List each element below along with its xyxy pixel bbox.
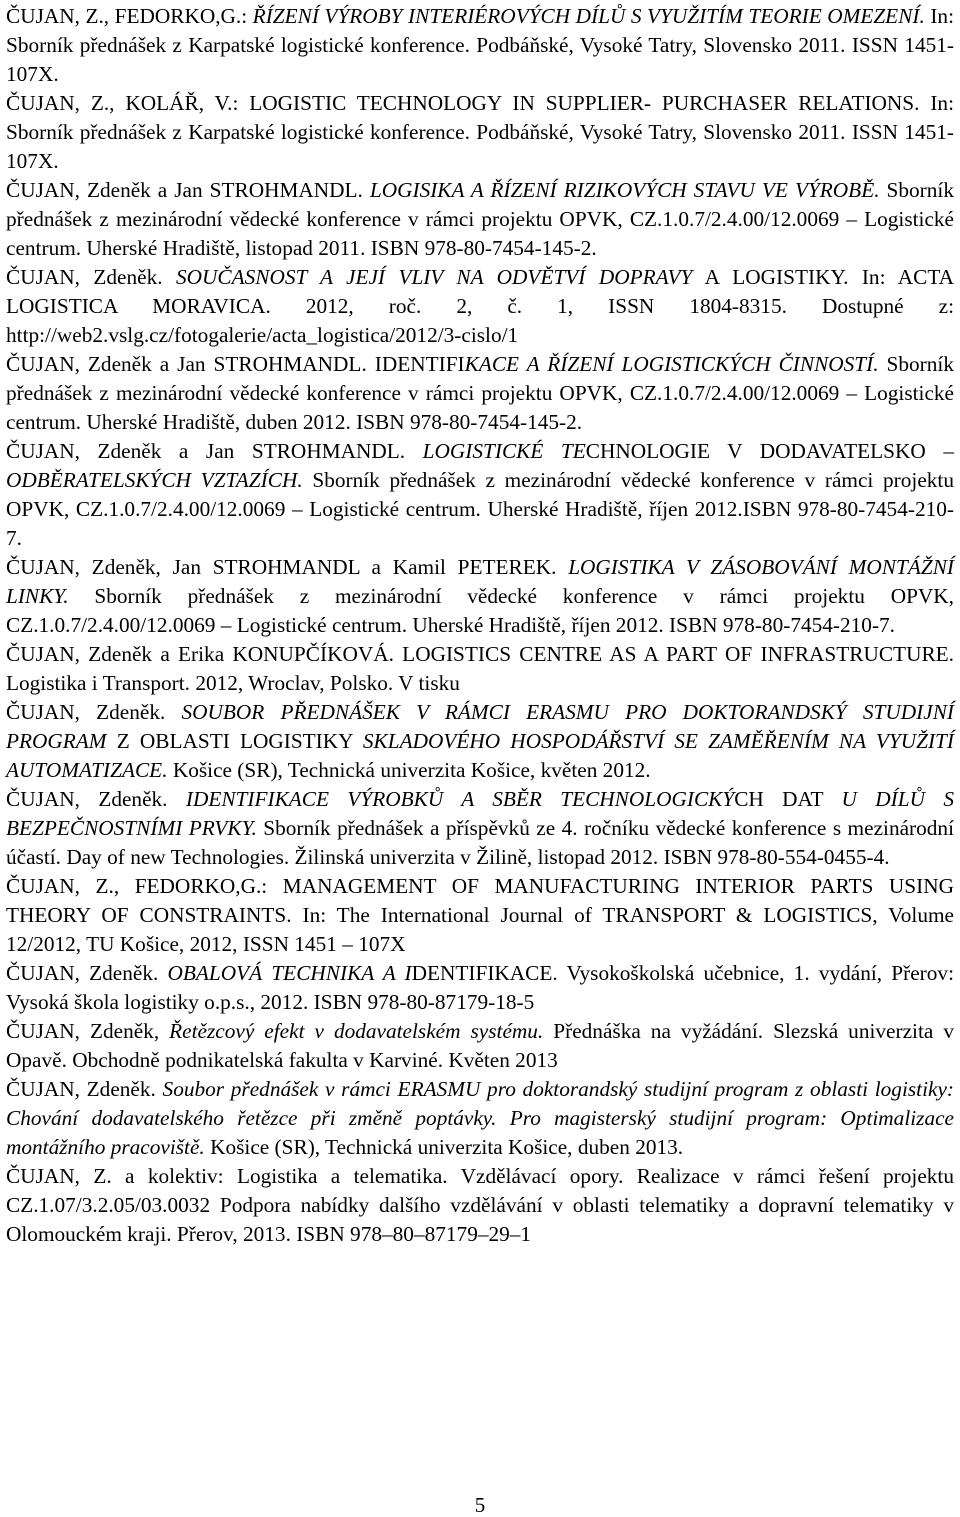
reference-text: ČUJAN, Zdeněk a Erika KONUPČÍKOVÁ. LOGISTICS CENTRE AS A PART OF INFRASTRUCTURE. Logistika i Transport. 2012, Wroclav, Polsko. V tisku — [6, 642, 954, 695]
reference-entry — [6, 176, 954, 263]
reference-entry — [6, 263, 954, 350]
reference-text: Sborník přednášek z mezinárodní vědecké konference v rámci projektu OPVK, CZ.1.0.7/2.4.00/12.0069 – Logistické centrum. Uherské Hradiště, říjen 2012.ISBN 978-80-7454-210-7. — [6, 468, 954, 550]
reference-entry — [6, 2, 954, 89]
reference-text: In: Sborník přednášek z Karpatské logistické konference. Podbáňské, Vysoké Tatry, Slovensko 2011. ISSN 1451-107X. — [6, 4, 954, 86]
reference-entry — [6, 698, 954, 785]
reference-text: Košice (SR), Technická univerzita Košice, květen 2012. — [167, 758, 651, 782]
reference-entry — [6, 89, 954, 176]
reference-title-italic: ŘÍZENÍ VÝROBY INTERIÉROVÝCH DÍLŮ S VYUŽITÍM TEORIE OMEZENÍ. — [252, 4, 925, 28]
reference-entry — [6, 1017, 954, 1075]
reference-title-italic: OBALOVÁ TECHNIKA A I — [167, 961, 412, 985]
reference-text: CHNOLOGIE V DODAVATELSKO – — [585, 439, 954, 463]
reference-title-italic: Řetězcový efekt v dodavatelském systému. — [169, 1019, 544, 1043]
reference-text: ČUJAN, Z., FEDORKO,G.: — [6, 4, 253, 28]
reference-title-italic: U DÍLŮ S BEZPEČNOSTNÍMI PRVKY. — [6, 787, 954, 840]
reference-list — [6, 2, 954, 1249]
reference-text: DENTIFIKACE. Vysokoškolská učebnice, 1. vydání, Přerov: Vysoká škola logistiky o.p.s., 2012. ISBN 978-80-87179-18-5 — [6, 961, 954, 1014]
reference-entry — [6, 640, 954, 698]
reference-text: ČUJAN, Zdeněk. — [6, 700, 182, 724]
reference-text: CH DAT — [734, 787, 842, 811]
reference-entry — [6, 553, 954, 640]
reference-title-italic: LOGISTIKA V ZÁSOBOVÁNÍ MONTÁŽNÍ LINKY. — [6, 555, 954, 608]
reference-title-italic: KACE A ŘÍZENÍ LOGISTICKÝCH ČINNOSTÍ. — [464, 352, 879, 376]
reference-entry — [6, 1075, 954, 1162]
reference-text: ČUJAN, Zdeněk, — [6, 1019, 170, 1043]
reference-text: A LOGISTIKY. In: ACTA LOGISTICA MORAVICA. 2012, roč. 2, č. 1, ISSN 1804-8315. Dostupné z: http://web2.vslg.cz/fotogalerie/acta_logistica/2012/3-cislo/1 — [6, 265, 954, 347]
reference-text: ČUJAN, Z., FEDORKO,G.: MANAGEMENT OF MANUFACTURING INTERIOR PARTS USING THEORY OF CONSTRAINTS. In: The International Journal of TRANSPORT & LOGISTICS, Volume 12/2012, TU Košice, 2012, ISSN 1451 – 107X — [6, 874, 954, 956]
reference-entry — [6, 350, 954, 437]
reference-text: Košice (SR), Technická univerzita Košice, duben 2013. — [204, 1135, 684, 1159]
reference-text: Sborník přednášek z mezinárodní vědecké konference v rámci projektu OPVK, CZ.1.0.7/2.4.00/12.0069 – Logistické centrum. Uherské Hradiště, říjen 2012. ISBN 978-80-7454-210-7. — [6, 584, 954, 637]
reference-text: ČUJAN, Zdeněk. — [6, 961, 168, 985]
reference-title-italic: IDENTIFIKACE VÝROBKŮ A SBĚR TECHNOLOGICKÝ — [185, 787, 735, 811]
reference-text: ČUJAN, Zdeněk a Jan STROHMANDL. — [6, 439, 423, 463]
reference-text: ČUJAN, Zdeněk, Jan STROHMANDL a Kamil PETEREK. — [6, 555, 569, 579]
page-number: 5 — [474, 1493, 486, 1517]
reference-text: Z OBLASTI LOGISTIKY — [106, 729, 363, 753]
reference-text: Přednáška na vyžádání. Slezská univerzita v Opavě. Obchodně podnikatelská fakulta v Karviné. Květen 2013 — [6, 1019, 954, 1072]
reference-entry — [6, 785, 954, 872]
reference-title-italic: Soubor přednášek v rámci ERASMU pro doktorandský studijní program z oblasti logistiky: Chování dodavatelského řetězce při změně poptávky. Pro magisterský studijní program: Optimalizace montážního pracoviště. — [6, 1077, 954, 1159]
reference-entry — [6, 1162, 954, 1249]
reference-title-italic: ODBĚRATELSKÝCH VZTAZÍCH. — [6, 468, 303, 492]
reference-title-italic: SKLADOVÉHO HOSPODÁŘSTVÍ SE ZAMĚŘENÍM NA VYUŽITÍ AUTOMATIZACE. — [6, 729, 954, 782]
reference-text: Sborník přednášek z mezinárodní vědecké konference v rámci projektu OPVK, CZ.1.0.7/2.4.00/12.0069 – Logistické centrum. Uherské Hradiště, duben 2012. ISBN 978-80-7454-145-2. — [6, 352, 954, 434]
reference-text: Sborník přednášek a příspěvků ze 4. ročníku vědecké konference s mezinárodní účastí. Day of new Technologies. Žilinská univerzita v Žilině, listopad 2012. ISBN 978-80-554-0455-4. — [6, 816, 954, 869]
reference-text: ČUJAN, Z., KOLÁŘ, V.: LOGISTIC TECHNOLOGY IN SUPPLIER- PURCHASER RELATIONS. In: Sborník přednášek z Karpatské logistické konference. Podbáňské, Vysoké Tatry, Slovensko 2011. ISSN 1451-107X. — [6, 91, 954, 173]
reference-entry — [6, 437, 954, 553]
reference-title-italic: SOUČASNOST A JEJÍ VLIV NA ODVĚTVÍ DOPRAVY — [175, 265, 693, 289]
reference-text: ČUJAN, Zdeněk. — [6, 265, 176, 289]
reference-title-italic: LOGISIKA A ŘÍZENÍ RIZIKOVÝCH STAVU VE VÝROBĚ. — [369, 178, 880, 202]
reference-text: ČUJAN, Zdeněk a Jan STROHMANDL. — [6, 178, 370, 202]
reference-title-italic: LOGISTICKÉ TE — [422, 439, 586, 463]
reference-title-italic: SOUBOR PŘEDNÁŠEK V RÁMCI ERASMU PRO DOKTORANDSKÝ STUDIJNÍ PROGRAM — [6, 700, 954, 753]
reference-entry — [6, 872, 954, 959]
reference-text: ČUJAN, Zdeněk. — [6, 1077, 163, 1101]
reference-text: ČUJAN, Zdeněk. — [6, 787, 186, 811]
reference-entry — [6, 959, 954, 1017]
reference-text: ČUJAN, Z. a kolektiv: Logistika a telematika. Vzdělávací opory. Realizace v rámci řešení projektu CZ.1.07/3.2.05/03.0032 Podpora nabídky dalšího vzdělávání v oblasti telematiky a dopravní telematiky v Olomouckém kraji. Přerov, 2013. ISBN 978–80–87179–29–1 — [6, 1164, 954, 1246]
reference-text: Sborník přednášek z mezinárodní vědecké konference v rámci projektu OPVK, CZ.1.0.7/2.4.00/12.0069 – Logistické centrum. Uherské Hradiště, listopad 2011. ISBN 978-80-7454-145-2. — [6, 178, 954, 260]
reference-text: ČUJAN, Zdeněk a Jan STROHMANDL. IDENTIFI — [6, 352, 465, 376]
